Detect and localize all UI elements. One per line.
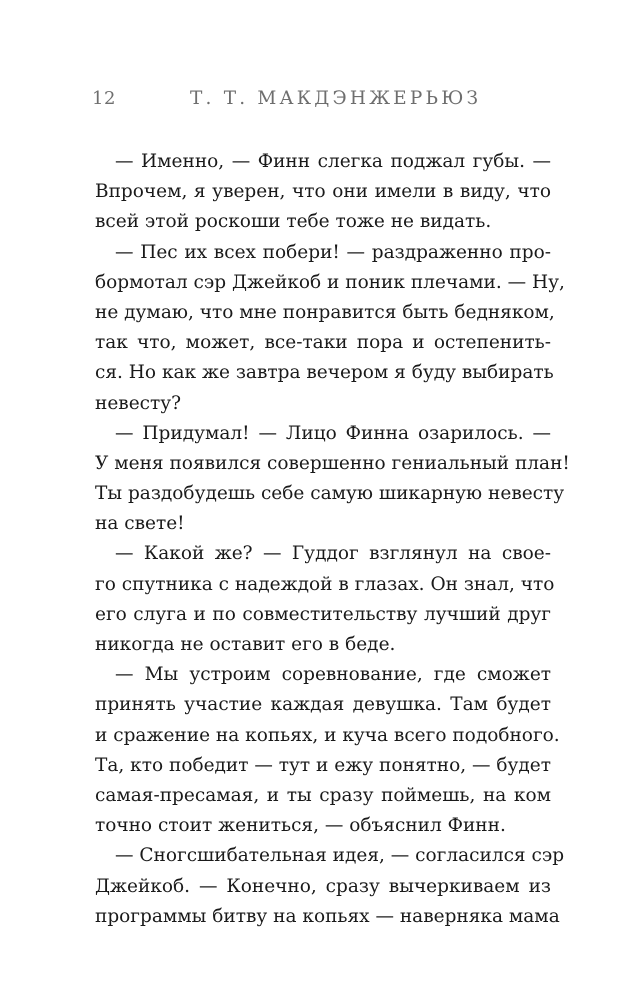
page-number: 12 <box>92 88 116 109</box>
text-line: и сражение на копьях, и куча всего подобного. <box>95 724 560 746</box>
text-line: Впрочем, я уверен, что они имели в виду, что <box>95 181 551 203</box>
text-line: не думаю, что мне понравится быть бедняком, <box>95 301 555 323</box>
running-head-author: Т. Т. МАКДЭНЖЕРЬЮЗ <box>190 88 482 109</box>
text-line: — Именно, — Финн слегка поджал губы. — <box>115 151 551 172</box>
text-line: принять участие каждая девушка. Там будет <box>95 694 551 716</box>
text-line: на свете! <box>95 513 185 535</box>
text-line: никогда не оставит его в беде. <box>95 634 396 655</box>
text-line: программы битву на копьях — наверняка мама <box>95 905 560 927</box>
text-line: — Придумал! — Лицо Финна озарилось. — <box>115 422 551 444</box>
text-line: так что, может, все-таки пора и остепенить- <box>95 332 551 354</box>
text-line: Джейкоб. — Конечно, сразу вычеркиваем из <box>95 875 551 897</box>
text-line: самая-пресамая, и ты сразу поймешь, на ком <box>95 784 551 806</box>
text-line: — Мы устроим соревнование, где сможет <box>115 664 551 686</box>
text-line: У меня появился совершенно гениальный план! <box>95 452 570 474</box>
text-line: Та, кто победит — тут и ежу понятно, — будет <box>95 754 551 776</box>
page-header <box>0 88 619 118</box>
text-line: го спутника с надеждой в глазах. Он знал, что <box>95 573 555 595</box>
text-line: невесту? <box>95 392 182 414</box>
text-line: точно стоит жениться, — объяснил Финн. <box>95 815 506 837</box>
text-line: бормотал сэр Джейкоб и поник плечами. — Ну, <box>95 271 565 293</box>
text-line: Ты раздобудешь себе самую шикарную невесту <box>95 483 565 505</box>
text-line: его слуга и по совместительству лучший друг <box>95 603 551 625</box>
body-text <box>95 147 570 932</box>
text-line: — Пес их всех побери! — раздраженно про- <box>115 241 551 263</box>
text-line: ся. Но как же завтра вечером я буду выбирать <box>95 362 554 384</box>
text-line: — Какой же? — Гуддог взглянул на свое- <box>115 543 551 565</box>
text-line: — Сногсшибательная идея, — согласился сэр <box>115 845 565 867</box>
text-line: всей этой роскоши тебе тоже не видать. <box>95 211 492 233</box>
